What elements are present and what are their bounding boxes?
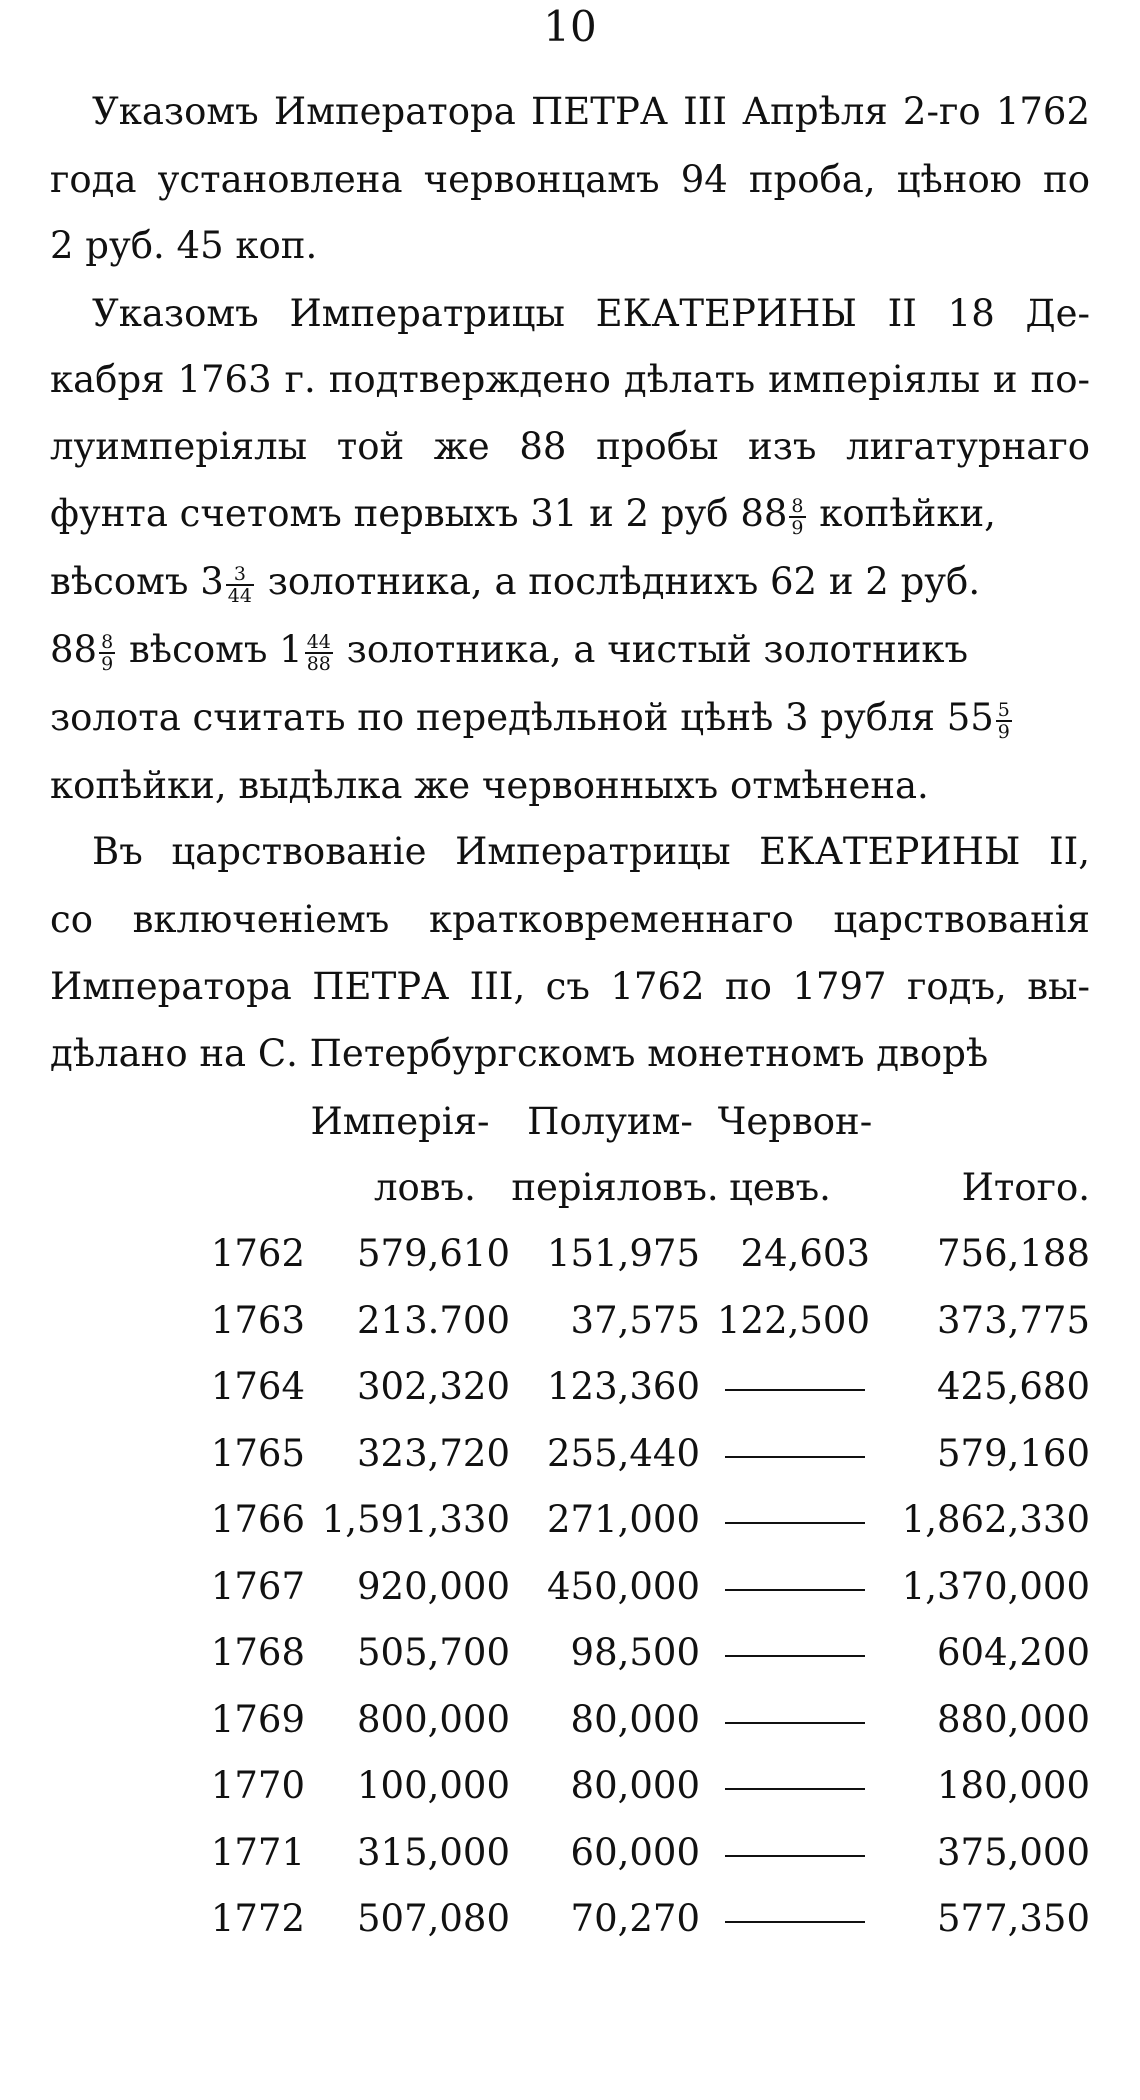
- paragraph-2-line-8: копѣйки, выдѣлка же червонныхъ отмѣнена.: [50, 764, 929, 807]
- paragraph-3-line-2: со включеніемъ кратковременнаго царствованія: [50, 898, 1090, 941]
- cell-year: 1767: [210, 1565, 305, 1608]
- line-5-after: золотника, а послѣднихъ 62 и 2 руб.: [267, 560, 981, 603]
- cell-total: 577,350: [936, 1897, 1090, 1940]
- cell-year: 1763: [210, 1299, 305, 1342]
- empty-value-dash: [725, 1921, 865, 1923]
- cell-total: 756,188: [936, 1232, 1090, 1275]
- cell-chervontsy: 24,603: [740, 1232, 870, 1275]
- empty-value-dash: [725, 1589, 865, 1591]
- cell-half-imperials: 98,500: [570, 1631, 700, 1674]
- cell-year: 1771: [210, 1831, 305, 1874]
- line-7-text: золота считать по передѣльной цѣнѣ 3 рубля 55: [50, 696, 994, 739]
- empty-value-dash: [725, 1522, 865, 1524]
- cell-imperials: 1,591,330: [321, 1498, 510, 1541]
- cell-total: 373,775: [936, 1299, 1090, 1342]
- cell-imperials: 507,080: [356, 1897, 510, 1940]
- cell-year: 1769: [210, 1698, 305, 1741]
- header-chervontsy-line-1: Червон-: [717, 1100, 873, 1143]
- paragraph-2-line-1: Указомъ Императрицы ЕКАТЕРИНЫ II 18 Де-: [92, 292, 1090, 335]
- header-chervontsy-line-2: цевъ.: [729, 1166, 831, 1209]
- cell-half-imperials: 151,975: [546, 1232, 700, 1275]
- fraction-numerator: 8: [101, 630, 114, 653]
- line-6-mid: вѣсомъ 1: [128, 628, 303, 671]
- line-4-text: фунта счетомъ первыхъ 31 и 2 руб 88: [50, 492, 788, 535]
- line-6-after: золотника, а чистый золотникъ: [346, 628, 969, 671]
- paragraph-3-line-4: дѣлано на С. Петербургскомъ монетномъ дворѣ: [50, 1032, 989, 1075]
- header-imperials-line-2: ловъ.: [374, 1166, 476, 1209]
- empty-value-dash: [725, 1855, 865, 1857]
- line-4-after: копѣйки,: [819, 492, 996, 535]
- cell-chervontsy: 122,500: [716, 1299, 870, 1342]
- cell-total: 1,370,000: [901, 1565, 1090, 1608]
- header-half-imperials-line-2: періяловъ.: [511, 1166, 719, 1209]
- header-half-imperials-line-1: Полуим-: [527, 1100, 693, 1143]
- header-total: Итого.: [961, 1166, 1090, 1209]
- paragraph-2-line-5: [50, 560, 1090, 606]
- fraction-denominator: 9: [997, 720, 1010, 743]
- empty-value-dash: [725, 1655, 865, 1657]
- cell-year: 1772: [210, 1897, 305, 1940]
- fraction-denominator: 44: [227, 584, 252, 607]
- header-imperials-line-1: Имперія-: [310, 1100, 490, 1143]
- fraction-5-9: [996, 700, 1012, 742]
- paragraph-1-line-2: года установлена червонцамъ 94 проба, цѣною по: [50, 158, 1090, 201]
- cell-year: 1768: [210, 1631, 305, 1674]
- paragraph-1-line-1: Указомъ Императора ПЕТРА III Апрѣля 2-го 1762: [92, 90, 1090, 133]
- fraction-numerator: 44: [306, 630, 331, 653]
- paragraph-2-line-6: [50, 628, 1090, 674]
- empty-value-dash: [725, 1722, 865, 1724]
- fraction-numerator: 5: [997, 698, 1010, 721]
- fraction-denominator: 9: [101, 652, 114, 675]
- cell-year: 1770: [210, 1764, 305, 1807]
- fraction-8-9: [789, 496, 805, 538]
- cell-half-imperials: 123,360: [546, 1365, 700, 1408]
- fraction-44-88: [305, 632, 333, 674]
- paragraph-3-line-1: Въ царствованіе Императрицы ЕКАТЕРИНЫ II,: [92, 830, 1090, 873]
- cell-year: 1765: [210, 1432, 305, 1475]
- paragraph-2-line-7: [50, 696, 1090, 742]
- cell-imperials: 323,720: [356, 1432, 510, 1475]
- paragraph-2-line-3: луимперіялы той же 88 пробы изъ лигатурнаго: [50, 425, 1090, 468]
- cell-year: 1764: [210, 1365, 305, 1408]
- cell-imperials: 100,000: [356, 1764, 510, 1807]
- page-number: 10: [543, 2, 597, 51]
- fraction-8-9: [99, 632, 115, 674]
- line-5-text: вѣсомъ 3: [50, 560, 224, 603]
- cell-total: 1,862,330: [901, 1498, 1090, 1541]
- cell-total: 180,000: [936, 1764, 1090, 1807]
- fraction-3-44: [226, 564, 254, 606]
- cell-year: 1766: [210, 1498, 305, 1541]
- cell-imperials: 213.700: [356, 1299, 510, 1342]
- empty-value-dash: [725, 1389, 865, 1391]
- paragraph-3-line-3: Императора ПЕТРА III, съ 1762 по 1797 годъ, вы-: [50, 965, 1090, 1008]
- paragraph-2-line-4: [50, 492, 1090, 538]
- cell-half-imperials: 70,270: [570, 1897, 700, 1940]
- cell-half-imperials: 80,000: [570, 1764, 700, 1807]
- cell-total: 604,200: [936, 1631, 1090, 1674]
- cell-imperials: 579,610: [356, 1232, 510, 1275]
- fraction-numerator: 8: [791, 494, 804, 517]
- paragraph-1-line-3: 2 руб. 45 коп.: [50, 224, 318, 267]
- cell-imperials: 302,320: [356, 1365, 510, 1408]
- cell-half-imperials: 450,000: [546, 1565, 700, 1608]
- cell-imperials: 315,000: [356, 1831, 510, 1874]
- cell-year: 1762: [210, 1232, 305, 1275]
- paragraph-2-line-2: кабря 1763 г. подтверждено дѣлать имперіялы и по-: [50, 358, 1090, 401]
- empty-value-dash: [725, 1456, 865, 1458]
- fraction-numerator: 3: [226, 564, 254, 586]
- fraction-denominator: 88: [306, 652, 331, 675]
- cell-half-imperials: 80,000: [570, 1698, 700, 1741]
- fraction-denominator: 9: [791, 516, 804, 539]
- cell-imperials: 800,000: [356, 1698, 510, 1741]
- cell-total: 375,000: [936, 1831, 1090, 1874]
- cell-total: 425,680: [936, 1365, 1090, 1408]
- cell-imperials: 505,700: [356, 1631, 510, 1674]
- cell-half-imperials: 37,575: [570, 1299, 700, 1342]
- cell-total: 579,160: [936, 1432, 1090, 1475]
- line-6-text: 88: [50, 628, 98, 671]
- cell-half-imperials: 271,000: [546, 1498, 700, 1541]
- cell-total: 880,000: [936, 1698, 1090, 1741]
- cell-half-imperials: 255,440: [546, 1432, 700, 1475]
- cell-imperials: 920,000: [356, 1565, 510, 1608]
- empty-value-dash: [725, 1788, 865, 1790]
- cell-half-imperials: 60,000: [570, 1831, 700, 1874]
